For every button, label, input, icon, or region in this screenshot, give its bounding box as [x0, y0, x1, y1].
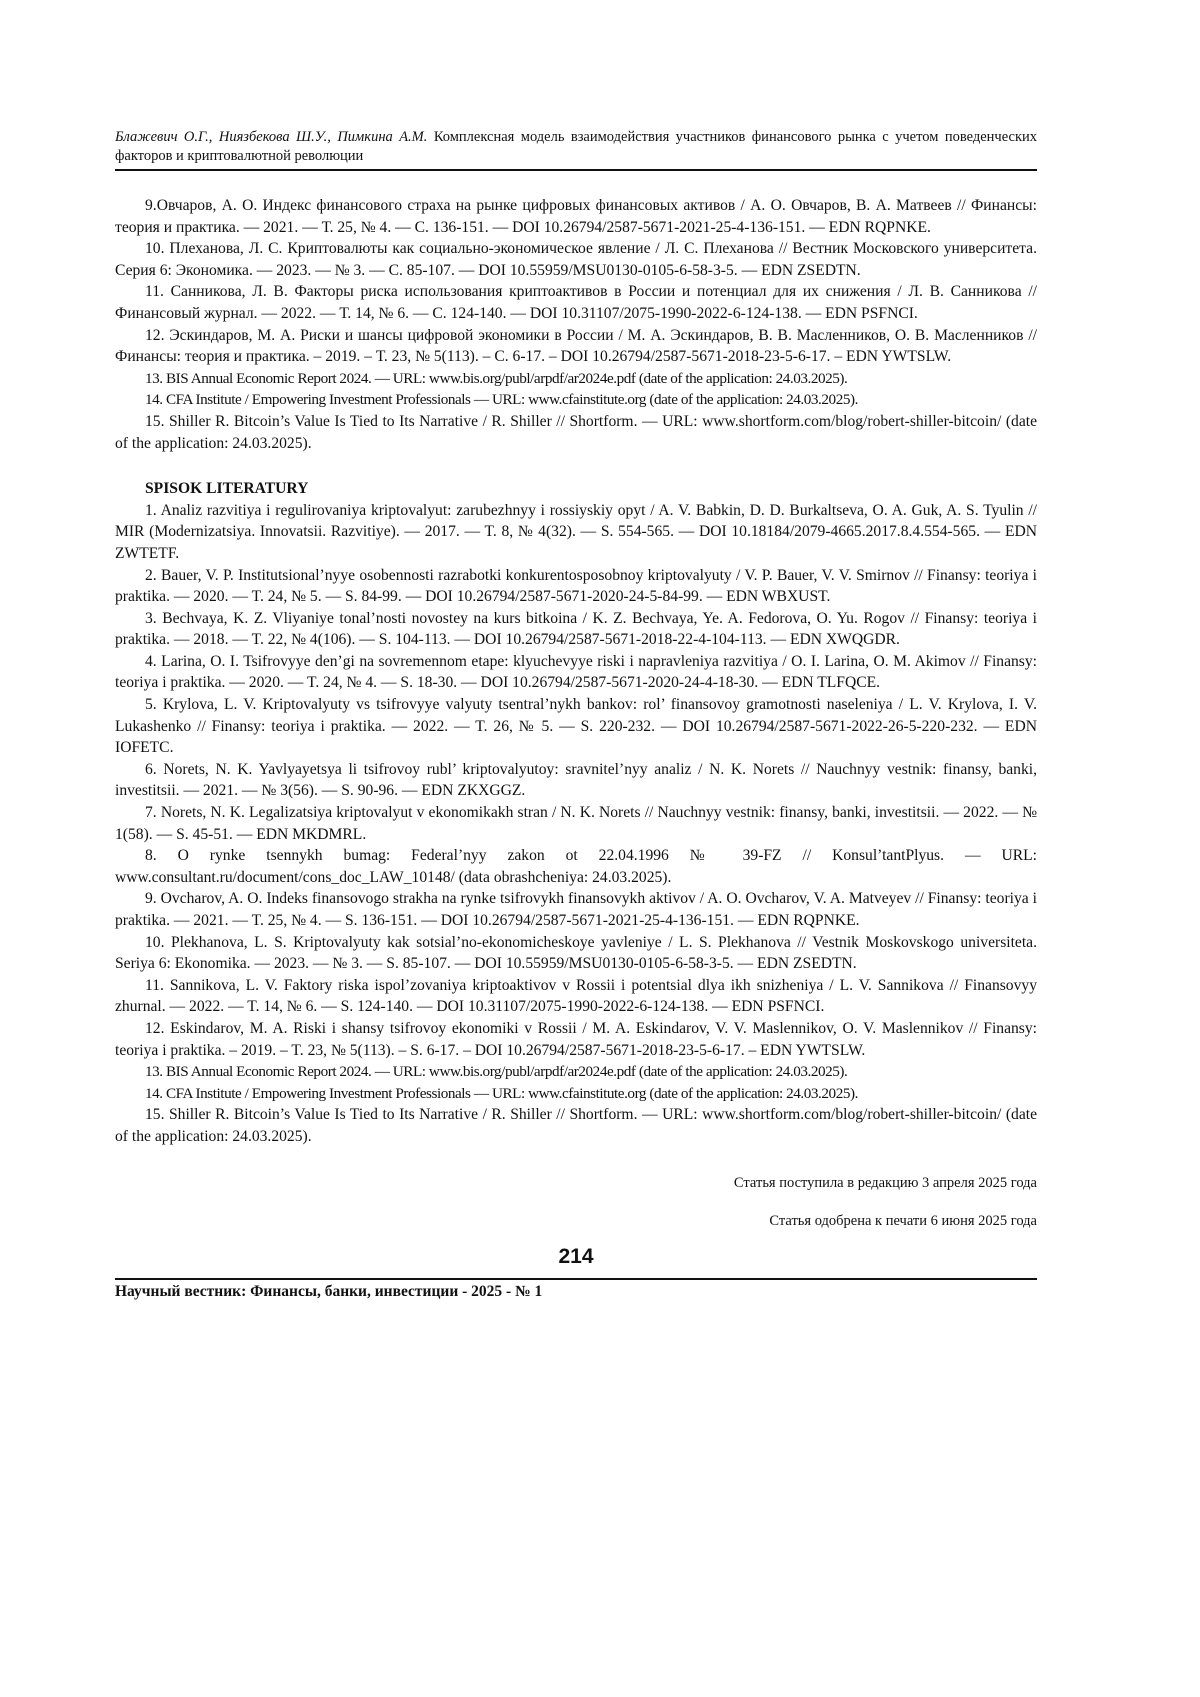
reference-item: 15. Shiller R. Bitcoin’s Value Is Tied to Its Narrative / R. Shiller // Shortform. — URL: www.shortform.com/blog/robert-shiller-bitcoin/ (date of the application: 24.03.2025). [115, 412, 1037, 452]
reference-item: 10. Plekhanova, L. S. Kriptovalyuty kak sotsial’no-ekonomicheskoye yavleniye / L. S. Plekhanova // Vestnik Moskovskogo universiteta. Seriya 6: Ekonomika. — 2023. — № 3. — S. 85-107. — DOI 10.55959/MSU0130-0105-6-58-3-5. — EDN ZSEDTN. [115, 933, 1037, 973]
references-en [115, 500, 1037, 1148]
reference-item: 2. Bauer, V. P. Institutsional’nyye osobennosti razrabotki konkurentosposobnoy kriptovalyuty / V. P. Bauer, V. V. Smirnov // Finansy: teoriya i praktika. — 2020. — T. 24, № 5. — S. 84-99. — DOI 10.26794/2587-5671-2020-24-5-84-99. — EDN WBXUST. [115, 566, 1037, 606]
reference-item: 14. CFA Institute / Empowering Investment Professionals — URL: www.cfainstitute.org (date of the application: 24.03.2025). [145, 1084, 858, 1102]
reference-item: 1. Analiz razvitiya i regulirovaniya kriptovalyut: zarubezhnyy i rossiyskiy opyt / A. V. Babkin, D. D. Burkaltseva, O. A. Guk, A. S. Tyulin // MIR (Modernizatsiya. Innovatsii. Razvitiye). — 2017. — T. 8, № 4(32). — S. 554-565. — DOI 10.18184/2079-4665.2017.8.4.554-565. — EDN ZWTETF. [115, 501, 1037, 562]
reference-item: 4. Larina, O. I. Tsifrovyye den’gi na sovremennom etape: klyuchevyye riski i napravleniya razvitiya / O. I. Larina, O. M. Akimov // Finansy: teoriya i praktika. — 2020. — T. 24, № 4. — S. 18-30. — DOI 10.26794/2587-5671-2020-24-4-18-30. — EDN TLFQCE. [115, 652, 1037, 692]
spisok-heading: SPISOK LITERATURY [145, 480, 309, 498]
reference-item: 15. Shiller R. Bitcoin’s Value Is Tied to Its Narrative / R. Shiller // Shortform. — URL: www.shortform.com/blog/robert-shiller-bitcoin/ (date of the application: 24.03.2025). [115, 1106, 1037, 1145]
reference-item: 9. Ovcharov, A. O. Indeks finansovogo strakha na rynke tsifrovykh finansovykh aktivov / A. O. Ovcharov, V. A. Matveyev // Finansy: teoriya i praktika. — 2021. — T. 25, № 4. — S. 136-151. — DOI 10.26794/2587-5671-2021-25-4-136-151. — EDN RQPNKE. [115, 890, 1037, 929]
reference-item: 11. Санникова, Л. В. Факторы риска использования криптоактивов в России и потенциал для их снижения / Л. В. Санникова // Финансовый журнал. — 2022. — Т. 14, № 6. — С. 124-140. — DOI 10.31107/2075-1990-2022-6-124-138. — EDN PSFNCI. [115, 283, 1037, 322]
header-title: Комплексная модель взаимодействия участников финансового рынка с учетом поведенческих факторов и криптовалютной революции [115, 129, 1038, 164]
running-header [115, 128, 1037, 166]
reference-item: 13. BIS Annual Economic Report 2024. — URL: www.bis.org/publ/arpdf/ar2024e.pdf (date of the application: 24.03.2025). [145, 369, 848, 387]
reference-item: 12. Eskindarov, M. A. Riski i shansy tsifrovoy ekonomiki v Rossii / M. A. Eskindarov, V. V. Maslennikov, O. V. Maslennikov // Finansy: teoriya i praktika. – 2019. – T. 23, № 5(113). – S. 6-17. – DOI 10.26794/2587-5671-2018-23-5-6-17. – EDN YWTSLW. [115, 1019, 1037, 1059]
journal-footer: Научный вестник: Финансы, банки, инвестиции - 2025 - № 1 [115, 1282, 543, 1300]
journal-page [115, 128, 1037, 1302]
received-date: Статья поступила в редакцию 3 апреля 2025 года [733, 1174, 1037, 1191]
reference-item: 7. Norets, N. K. Legalizatsiya kriptovalyut v ekonomikakh stran / N. K. Norets // Nauchnyy vestnik: finansy, banki, investitsii. — 2022. — № 1(58). — S. 45-51. — EDN MKDMRL. [115, 804, 1037, 843]
reference-item: 8. O rynke tsennykh bumag: Federal’nyy zakon ot 22.04.1996 № 39-FZ // Konsul’tantPlyus. — URL: www.consultant.ru/document/cons_doc_LAW_10148/ (data obrashcheniya: 24.03.2025). [115, 847, 1037, 886]
reference-item: 9.Овчаров, А. О. Индекс финансового страха на рынке цифровых финансовых активов / А. О. Овчаров, В. А. Матвеев // Финансы: теория и практика. — 2021. — Т. 25, № 4. — С. 136-151. — DOI 10.26794/2587-5671-2021-25-4-136-151. — EDN RQPNKE. [115, 197, 1037, 236]
approved-date: Статья одобрена к печати 6 июня 2025 года [769, 1212, 1037, 1229]
header-rule [115, 169, 1037, 171]
reference-item: 3. Bechvaya, K. Z. Vliyaniye tonal’nosti novostey na kurs bitkoina / K. Z. Bechvaya, Ye. A. Fedorova, O. Yu. Rogov // Finansy: teoriya i praktika. — 2018. — T. 22, № 4(106). — S. 104-113. — DOI 10.26794/2587-5671-2018-22-4-104-113. — EDN XWQGDR. [115, 609, 1037, 649]
reference-item: 5. Krylova, L. V. Kriptovalyuty vs tsifrovyye valyuty tsentral’nykh bankov: rol’ finansovoy gramotnosti naseleniya / L. V. Krylova, I. V. Lukashenko // Finansy: teoriya i praktika. — 2022. — T. 26, № 5. — S. 220-232. — DOI 10.26794/2587-5671-2022-26-5-220-232. — EDN IOFETC. [115, 696, 1037, 757]
reference-item: 11. Sannikova, L. V. Faktory riska ispol’zovaniya kriptoaktivov v Rossii i potentsial dlya ikh snizheniya / L. V. Sannikova // Finansovyy zhurnal. — 2022. — T. 14, № 6. — S. 124-140. — DOI 10.31107/2075-1990-2022-6-124-138. — EDN PSFNCI. [115, 976, 1037, 1016]
footer-rule [115, 1278, 1037, 1280]
references-ru [115, 195, 1037, 454]
reference-item: 12. Эскиндаров, М. А. Риски и шансы цифровой экономики в России / М. А. Эскиндаров, В. В. Масленников, О. В. Масленников // Финансы: теория и практика. – 2019. – Т. 23, № 5(113). – С. 6-17. – DOI 10.26794/2587-5671-2018-23-5-6-17. – EDN YWTSLW. [115, 326, 1037, 366]
page-number: 214 [558, 1244, 594, 1268]
reference-item: 6. Norets, N. K. Yavlyayetsya li tsifrovoy rubl’ kriptovalyutoy: sravnitel’nyy analiz / N. K. Norets // Nauchnyy vestnik: finansy, banki, investitsii. — 2021. — № 3(56). — S. 90-96. — EDN ZKXGGZ. [115, 760, 1037, 800]
header-authors: Блажевич О.Г., Ниязбекова Ш.У., Пимкина А.М. [115, 129, 428, 145]
reference-item: 13. BIS Annual Economic Report 2024. — URL: www.bis.org/publ/arpdf/ar2024e.pdf (date of the application: 24.03.2025). [145, 1063, 848, 1081]
reference-item: 10. Плеханова, Л. С. Криптовалюты как социально-экономическое явление / Л. С. Плеханова // Вестник Московского университета. Серия 6: Экономика. — 2023. — № 3. — С. 85-107. — DOI 10.55959/MSU0130-0105-6-58-3-5. — EDN ZSEDTN. [115, 240, 1037, 279]
reference-item: 14. CFA Institute / Empowering Investment Professionals — URL: www.cfainstitute.org (date of the application: 24.03.2025). [145, 391, 858, 409]
